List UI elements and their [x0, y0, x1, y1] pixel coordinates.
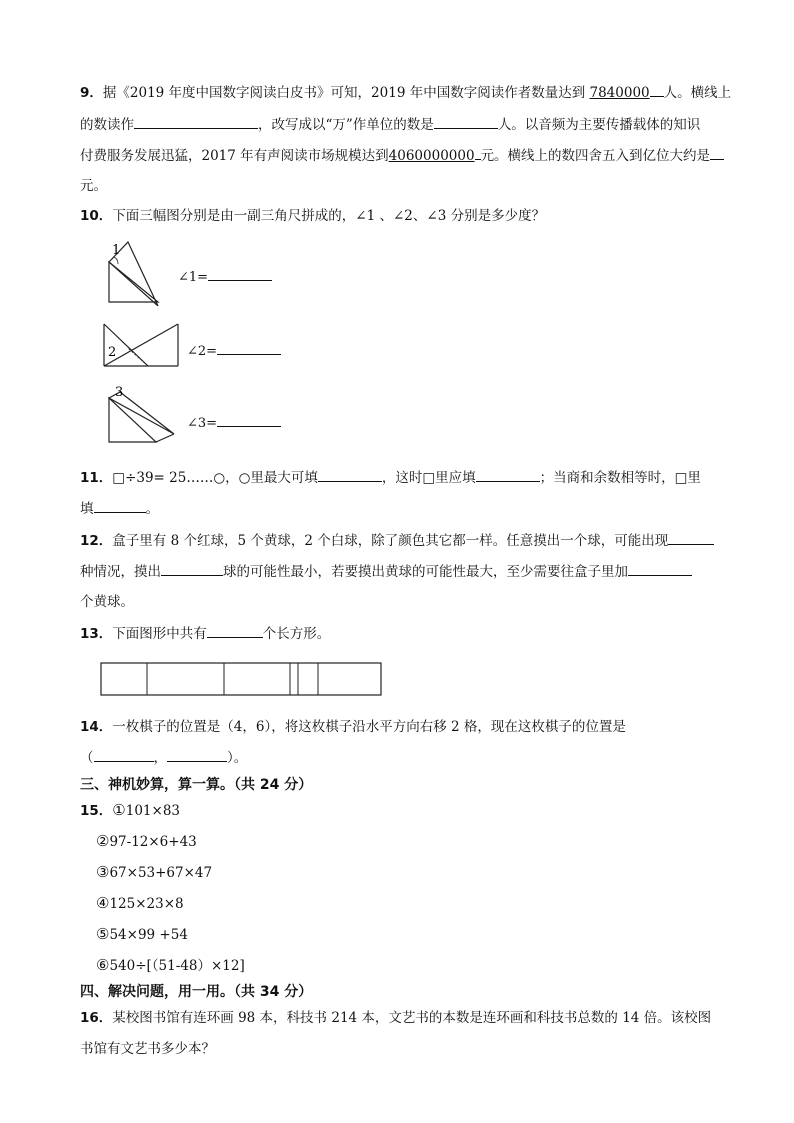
- q9-line-2: 的数读作 ，改写成以“万”作单位的数是 人。以音频为主要传播载体的知识: [80, 114, 700, 135]
- q10-number: 10．: [80, 208, 113, 224]
- q12-blank-cases[interactable]: [668, 530, 714, 545]
- triangle-figure-1: [100, 240, 170, 306]
- q9-blank-wan[interactable]: [434, 114, 498, 129]
- figure-2-angle-label: 2: [108, 345, 117, 360]
- q14-number: 14．: [80, 719, 113, 735]
- q15-number: 15．: [80, 803, 113, 819]
- q15-item-3: ③67×53+67×47: [96, 863, 213, 881]
- q9-value-market: 4060000000: [388, 148, 475, 164]
- q11-blank-dividend[interactable]: [476, 467, 540, 482]
- q14-blank-y[interactable]: [167, 747, 227, 762]
- q10-blank-2[interactable]: [217, 340, 281, 355]
- q10-blank-1[interactable]: [208, 266, 272, 281]
- q9-number: 9．: [80, 85, 103, 101]
- q12-blank-add[interactable]: [628, 561, 692, 576]
- q9-line-3: 付费服务发展迅猛，2017 年有声阅读市场规模达到4060000000 元。横线上的数四舍五入到亿位大约是: [80, 145, 724, 166]
- q15-item-2: ②97-12×6+43: [96, 832, 197, 850]
- q14-line-1: 14．一枚棋子的位置是（4，6），将这枚棋子沿水平方向右移 2 格，现在这枚棋子的位置是: [80, 719, 626, 735]
- q13-blank-count[interactable]: [207, 623, 263, 638]
- q15-item-1: 15．①101×83: [80, 801, 181, 819]
- q11-line-1: 11．□÷39= 25……○，○里最大可填 ，这时□里应填 ；当商和余数相等时，□里: [80, 467, 701, 488]
- q12-line-2: 种情况，摸出 球的可能性最小，若要摸出黄球的可能性最大，至少需要往盒子里加: [80, 561, 692, 582]
- q10-answer-2: ∠2=: [187, 340, 281, 361]
- q9-blank-round[interactable]: [710, 145, 724, 160]
- q11-line-2: 填 。: [80, 498, 159, 519]
- q13-question: 13．下面图形中共有 个长方形。: [80, 623, 330, 644]
- q16-number: 16．: [80, 1010, 113, 1026]
- q15-item-4: ④125×23×8: [96, 894, 184, 912]
- q12-number: 12．: [80, 533, 113, 549]
- q14-line-2: （ ， ）。: [80, 747, 247, 768]
- q9-value-authors: 7840000: [589, 85, 650, 101]
- q15-item-5: ⑤54×99 +54: [96, 925, 188, 943]
- q11-blank-equal[interactable]: [94, 498, 146, 513]
- rectangle-figure: [100, 660, 384, 698]
- q12-line-1: 12．盒子里有 8 个红球，5 个黄球，2 个白球，除了颜色其它都一样。任意摸出一个球，可能出现: [80, 530, 714, 551]
- q10-blank-3[interactable]: [217, 412, 281, 427]
- q12-blank-color[interactable]: [161, 561, 223, 576]
- figure-1-angle-label: 1: [112, 243, 121, 258]
- q15-item-6: ⑥540÷[（51-48）×12]: [96, 956, 245, 974]
- section-4-heading: 四、解决问题，用一用。（共 34 分）: [80, 984, 313, 1000]
- q13-number: 13．: [80, 626, 113, 642]
- q9-blank-read[interactable]: [134, 114, 258, 129]
- q16-line-1: 16．某校图书馆有连环画 98 本，科技书 214 本，文艺书的本数是连环画和科技书总数的 14 倍。该校图: [80, 1010, 712, 1026]
- q16-line-2: 书馆有文艺书多少本？: [80, 1041, 215, 1057]
- q10-answer-3: ∠3=: [187, 412, 281, 433]
- triangle-figure-3: [100, 384, 180, 448]
- q10-question: 10．下面三幅图分别是由一副三角尺拼成的，∠1 、∠2、∠3 分别是多少度？: [80, 208, 546, 224]
- q10-answer-1: ∠1=: [178, 266, 272, 287]
- q11-blank-remainder[interactable]: [318, 467, 382, 482]
- q9-line-4: 元。: [80, 178, 107, 194]
- q12-line-3: 个黄球。: [80, 594, 134, 610]
- q11-number: 11．: [80, 470, 113, 486]
- q9-line-1: 9．据《2019 年度中国数字阅读白皮书》可知，2019 年中国数字阅读作者数量达到 7840000 人。横线上: [80, 82, 731, 103]
- section-3-heading: 三、神机妙算，算一算。（共 24 分）: [80, 777, 313, 793]
- figure-3-angle-label: 3: [115, 385, 124, 400]
- triangle-figure-2: [100, 320, 182, 372]
- q14-blank-x[interactable]: [94, 747, 154, 762]
